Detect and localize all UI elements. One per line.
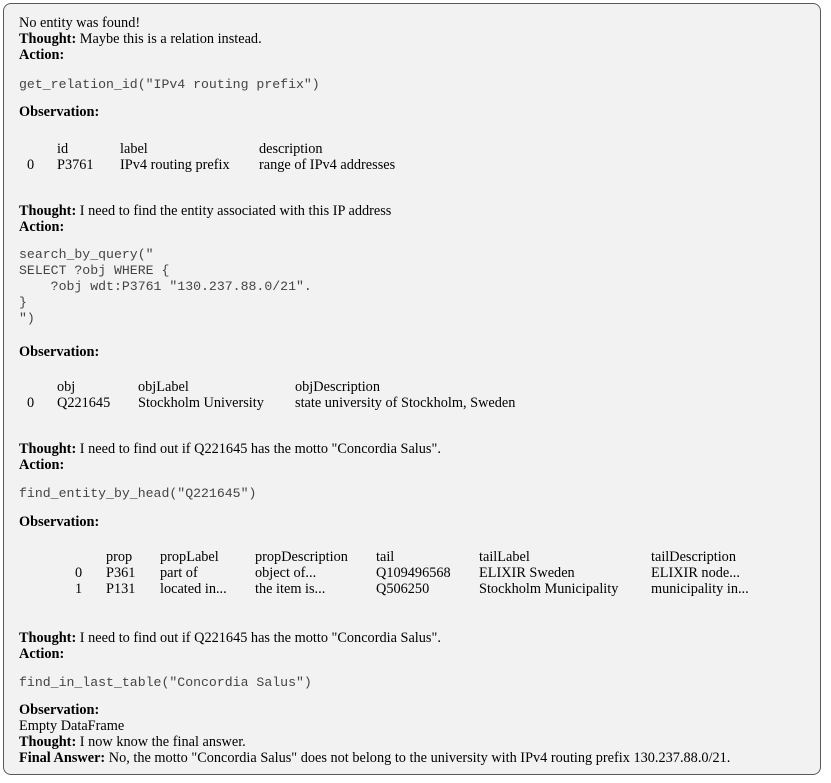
table-cell: P131	[106, 581, 136, 597]
table-cell: the item is...	[255, 581, 326, 597]
observation-label: Observation:	[19, 514, 100, 530]
observation-label: Observation:	[19, 702, 100, 718]
observation-label: Observation:	[19, 344, 100, 360]
thought-text: I now know the final answer.	[79, 734, 246, 750]
thought-line	[19, 734, 246, 750]
table-cell: ELIXIR Sweden	[479, 565, 575, 581]
table-header: tailDescription	[651, 549, 736, 565]
thought-text: I need to find the entity associated with this IP address	[79, 203, 392, 219]
table-header: obj	[57, 379, 76, 395]
action-code: search_by_query(" SELECT ?obj WHERE { ?obj wdt:P3761 "130.237.88.0/21". } ")	[19, 247, 312, 326]
thought-line	[19, 441, 441, 457]
thought-line	[19, 630, 441, 646]
thought-line	[19, 203, 391, 219]
table-cell: 1	[75, 581, 83, 597]
action-label: Action:	[19, 219, 65, 235]
table-cell: IPv4 routing prefix	[120, 157, 230, 173]
thought-text: I need to find out if Q221645 has the motto "Concordia Salus".	[79, 630, 441, 646]
thought-label: Thought:	[19, 630, 77, 646]
table-cell: object of...	[255, 565, 317, 581]
action-code: find_entity_by_head("Q221645")	[19, 486, 257, 501]
action-label: Action:	[19, 457, 65, 473]
table-header: tailLabel	[479, 549, 530, 565]
thought-label: Thought:	[19, 441, 77, 457]
table-header: id	[57, 141, 69, 157]
table-cell: Stockholm University	[138, 395, 264, 411]
table-cell: 0	[27, 157, 35, 173]
thought-label: Thought:	[19, 31, 77, 47]
thought-text: Maybe this is a relation instead.	[79, 31, 262, 47]
table-cell: 0	[27, 395, 35, 411]
no-entity-note: No entity was found!	[19, 15, 141, 31]
table-header: tail	[376, 549, 395, 565]
table-cell: state university of Stockholm, Sweden	[295, 395, 516, 411]
observation-text: Empty DataFrame	[19, 718, 125, 734]
action-label: Action:	[19, 47, 65, 63]
table-header: prop	[106, 549, 133, 565]
table-cell: Stockholm Municipality	[479, 581, 619, 597]
observation-label: Observation:	[19, 104, 100, 120]
action-code: find_in_last_table("Concordia Salus")	[19, 675, 312, 690]
table-cell: municipality in...	[651, 581, 749, 597]
final-answer-line	[19, 750, 730, 766]
table-cell: P361	[106, 565, 136, 581]
thought-line	[19, 31, 262, 47]
table-cell: range of IPv4 addresses	[259, 157, 396, 173]
action-label: Action:	[19, 646, 65, 662]
thought-label: Thought:	[19, 734, 77, 750]
table-cell: part of	[160, 565, 198, 581]
observation-table	[4, 549, 804, 597]
thought-label: Thought:	[19, 203, 77, 219]
table-header: label	[120, 141, 148, 157]
observation-table	[4, 379, 804, 411]
table-cell: Q109496568	[376, 565, 451, 581]
action-code: get_relation_id("IPv4 routing prefix")	[19, 77, 320, 92]
final-answer-text: No, the motto "Concordia Salus" does not belong to the university with IPv4 routing prefix 130.237.88.0/21.	[108, 750, 731, 766]
table-cell: Q221645	[57, 395, 111, 411]
table-header: propLabel	[160, 549, 219, 565]
table-cell: located in...	[160, 581, 227, 597]
table-cell: ELIXIR node...	[651, 565, 740, 581]
observation-table	[4, 141, 804, 173]
table-cell: Q506250	[376, 581, 430, 597]
table-cell: P3761	[57, 157, 94, 173]
table-cell: 0	[75, 565, 83, 581]
trace-panel	[3, 3, 821, 775]
table-header: objDescription	[295, 379, 380, 395]
table-header: description	[259, 141, 323, 157]
table-header: objLabel	[138, 379, 189, 395]
table-header: propDescription	[255, 549, 348, 565]
final-answer-label: Final Answer:	[19, 750, 106, 766]
thought-text: I need to find out if Q221645 has the motto "Concordia Salus".	[79, 441, 441, 457]
